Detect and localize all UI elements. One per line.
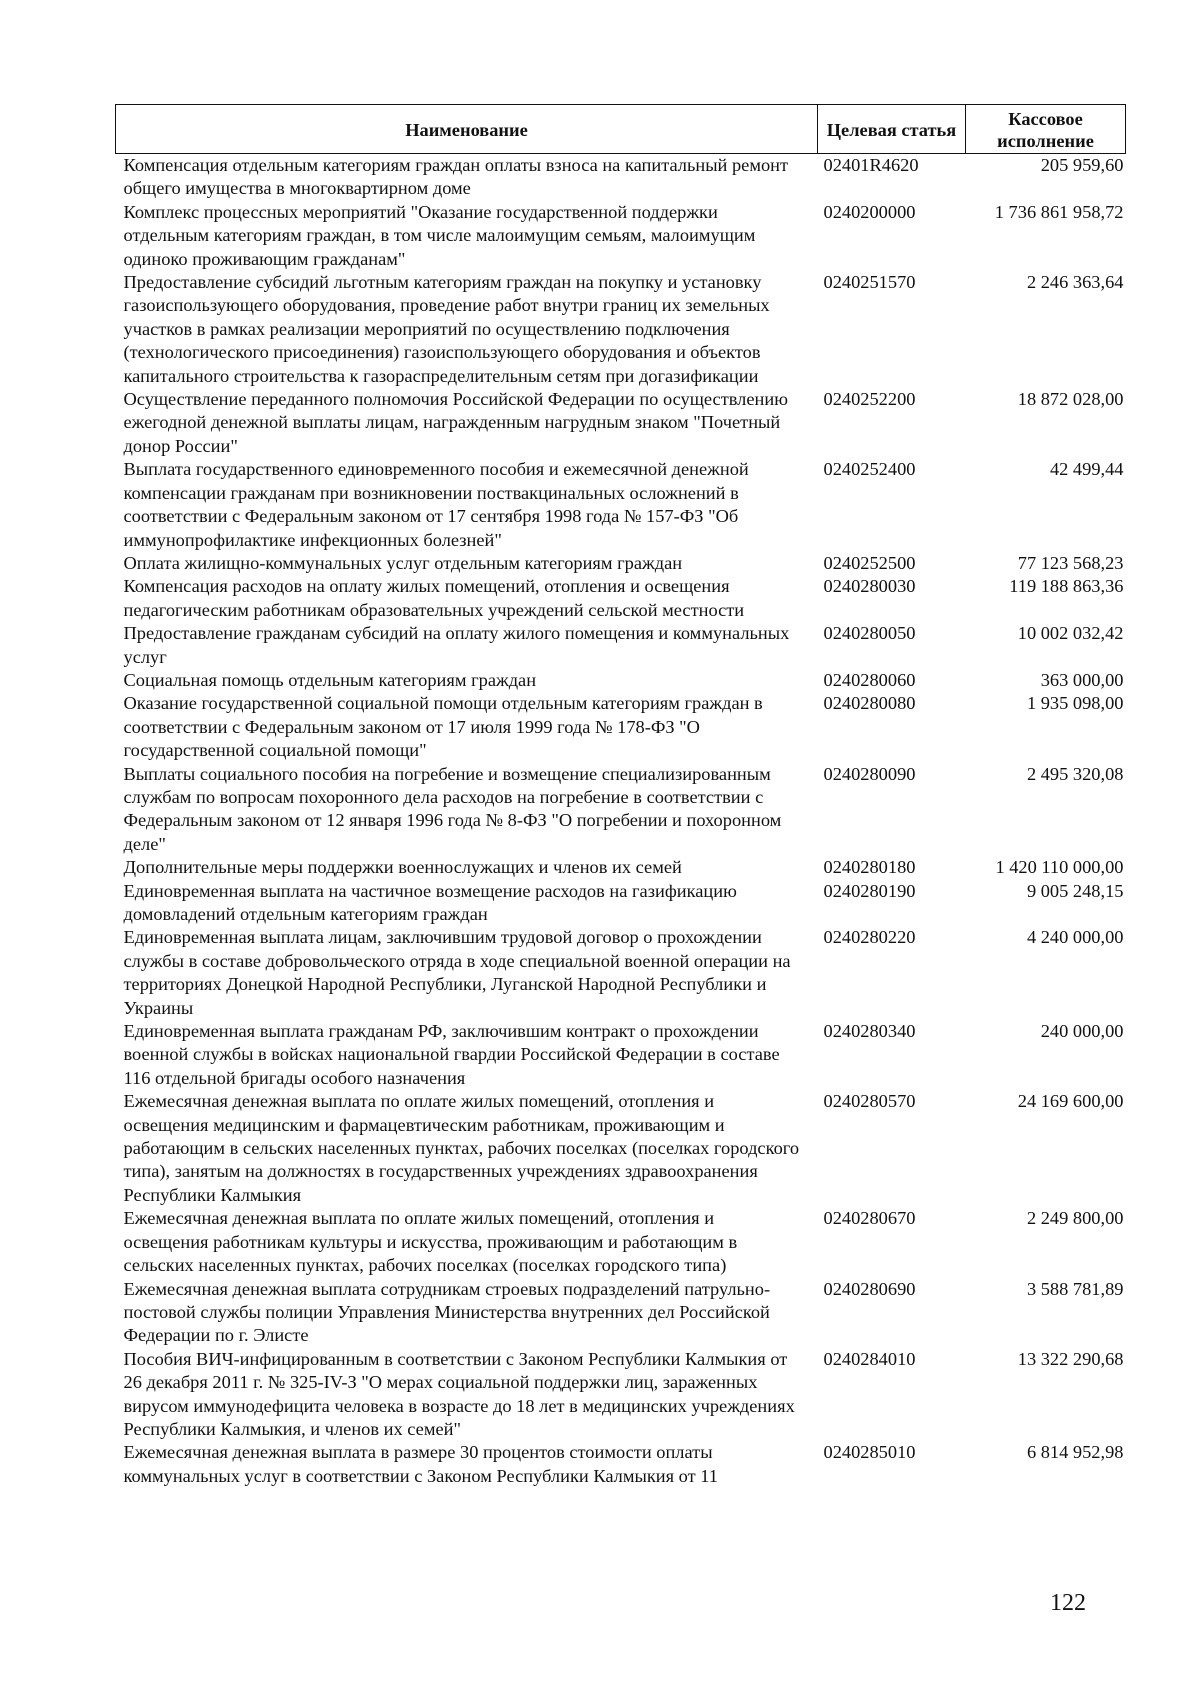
row-name: Оплата жилищно-коммунальных услуг отдельным категориям граждан <box>123 552 683 573</box>
row-name: Выплата государственного единовременного пособия и ежемесячной денежной компенсации гражданам при возникновении поствакцинальных осложнений в соответствии с Федеральным законом от 17 сентября 1998 года № 157-ФЗ "Об иммунопрофилактике инфекционных болезней" <box>123 459 749 550</box>
row-name: Единовременная выплата гражданам РФ, заключившим контракт о прохождении военной службы в войсках национальной гвардии Российской Федерации в составе 116 отдельной бригады особого назначения <box>123 1021 780 1088</box>
table-row <box>116 926 1126 1020</box>
table-row <box>116 856 1126 879</box>
table-row <box>116 669 1126 692</box>
row-name: Компенсация отдельным категориям граждан оплаты взноса на капитальный ремонт общего имущества в многоквартирном доме <box>123 155 789 199</box>
row-amount: 24 169 600,00 <box>1017 1091 1124 1112</box>
row-name: Единовременная выплата лицам, заключившим трудовой договор о прохождении службы в составе добровольческого отряда в ходе специальной военной операции на территориях Донецкой Народной Республики, Луганской Народной Республики и Украины <box>123 927 791 1018</box>
row-code: 0240252500 <box>823 552 916 573</box>
row-amount: 10 002 032,42 <box>1017 623 1124 644</box>
row-name: Оказание государственной социальной помощи отдельным категориям граждан в соответствии с Федеральным законом от 17 июля 1999 года № 178-ФЗ "О государственной социальной помощи" <box>123 693 763 761</box>
header-code: Целевая статья <box>818 105 966 154</box>
row-code: 02401R4620 <box>823 155 919 175</box>
row-amount: 119 188 863,36 <box>1009 576 1124 597</box>
row-name: Единовременная выплата на частичное возмещение расходов на газификацию домовладений отдельным категориям граждан <box>123 880 737 924</box>
row-name: Осуществление переданного полномочия Российской Федерации по осуществлению ежегодной денежной выплаты лицам, награжденным нагрудным знаком "Почетный донор России" <box>123 389 788 456</box>
row-name: Комплекс процессных мероприятий "Оказание государственной поддержки отдельным категориям граждан, в том числе малоимущим семьям, малоимущим одиноко проживающим гражданам" <box>123 201 756 269</box>
row-name: Ежемесячная денежная выплата в размере 30 процентов стоимости оплаты коммунальных услуг в соответствии с Законом Республики Калмыкия от 11 <box>123 1442 718 1486</box>
table-row <box>116 271 1126 388</box>
row-amount: 77 123 568,23 <box>1017 552 1124 573</box>
row-code: 0240280090 <box>823 763 916 784</box>
row-amount: 42 499,44 <box>1049 459 1124 480</box>
header-name: Наименование <box>116 105 818 154</box>
table-row <box>116 154 1126 201</box>
table-row <box>116 552 1126 575</box>
row-amount: 3 588 781,89 <box>1026 1278 1124 1299</box>
row-code: 0240280030 <box>823 576 916 597</box>
budget-table <box>115 104 1126 1488</box>
row-amount: 2 249 800,00 <box>1026 1208 1124 1229</box>
row-code: 0240280190 <box>823 880 916 901</box>
row-name: Ежемесячная денежная выплата по оплате жилых помещений, отопления и освещения медицинским и фармацевтическим работникам, проживающим и работающим в сельских населенных пунктах, рабочих поселках (поселках городского типа), занятым на должностях в государственных учреждениях здравоохранения Республики Калмыкия <box>123 1091 800 1205</box>
table-row <box>116 622 1126 669</box>
row-name: Ежемесячная денежная выплата по оплате жилых помещений, отопления и освещения работникам культуры и искусства, проживающим и работающим в сельских населенных пунктах, рабочих поселках (поселках городского типа) <box>123 1208 738 1276</box>
row-name: Предоставление субсидий льготным категориям граждан на покупку и установку газоиспользующего оборудования, проведение работ внутри границ их земельных участков в рамках реализации мероприятий по осуществлению подключения (технологического присоединения) газоиспользующего оборудования и объектов капитального строительства к газораспределительным сетям при догазификации <box>123 272 770 386</box>
table-row <box>116 201 1126 271</box>
row-code: 0240252400 <box>823 459 916 480</box>
row-code: 0240252200 <box>823 389 916 410</box>
row-name: Предоставление гражданам субсидий на оплату жилого помещения и коммунальных услуг <box>123 623 790 667</box>
row-code: 0240280180 <box>823 857 916 878</box>
table-row <box>116 1207 1126 1277</box>
page-number: 122 <box>1050 1590 1086 1616</box>
row-amount: 13 322 290,68 <box>1017 1348 1124 1369</box>
row-code: 0240284010 <box>823 1348 916 1369</box>
table-row <box>116 1441 1126 1488</box>
row-name: Ежемесячная денежная выплата сотрудникам строевых подразделений патрульно-постовой службы полиции Управления Министерства внутренних дел Российской Федерации по г. Элисте <box>123 1278 771 1346</box>
row-amount: 4 240 000,00 <box>1026 927 1124 948</box>
row-code: 0240280570 <box>823 1091 916 1112</box>
table-row <box>116 1090 1126 1207</box>
row-code: 0240280670 <box>823 1208 916 1229</box>
table-row <box>116 575 1126 622</box>
row-amount: 9 005 248,15 <box>1026 880 1124 901</box>
row-code: 0240200000 <box>823 201 916 222</box>
row-name: Выплаты социального пособия на погребение и возмещение специализированным службам по вопросам похоронного дела расходов на погребение в соответствии с Федеральным законом от 12 января 1996 года № 8-ФЗ "О погребении и похоронном деле" <box>123 763 782 854</box>
row-amount: 1 420 110 000,00 <box>995 857 1124 878</box>
table-row <box>116 1020 1126 1090</box>
row-amount: 2 495 320,08 <box>1026 763 1124 784</box>
row-amount: 363 000,00 <box>1040 669 1124 690</box>
row-name: Компенсация расходов на оплату жилых помещений, отопления и освещения педагогическим работникам образовательных учреждений сельской местности <box>123 576 745 620</box>
row-code: 0240285010 <box>823 1442 916 1463</box>
row-amount: 1 736 861 958,72 <box>994 201 1124 222</box>
row-name: Дополнительные меры поддержки военнослужащих и членов их семей <box>123 857 682 878</box>
table-row <box>116 388 1126 458</box>
table-row <box>116 1348 1126 1442</box>
table-row <box>116 763 1126 857</box>
row-name: Пособия ВИЧ-инфицированным в соответствии с Законом Республики Калмыкия от 26 декабря 2011 г. № 325-IV-З "О мерах социальной поддержки лиц, зараженных вирусом иммунодефицита человека в возрасте до 18 лет в медицинских учреждениях Республики Калмыкия, и членов их семей" <box>123 1348 795 1439</box>
row-code: 0240280690 <box>823 1278 916 1299</box>
table-header <box>116 105 1126 154</box>
row-code: 0240280060 <box>823 669 916 690</box>
row-amount: 2 246 363,64 <box>1026 272 1124 293</box>
row-amount: 1 935 098,00 <box>1026 693 1124 714</box>
table-row <box>116 458 1126 552</box>
row-code: 0240280050 <box>823 623 916 644</box>
row-code: 0240280340 <box>823 1021 916 1042</box>
header-amount: Кассовое исполнение <box>966 105 1126 154</box>
row-code: 0240251570 <box>823 272 916 293</box>
row-name: Социальная помощь отдельным категориям граждан <box>123 669 537 690</box>
row-code: 0240280220 <box>823 927 916 948</box>
row-amount: 205 959,60 <box>1040 155 1124 175</box>
row-amount: 6 814 952,98 <box>1026 1442 1124 1463</box>
table-row <box>116 692 1126 762</box>
table-body <box>116 154 1126 1489</box>
table-row <box>116 880 1126 927</box>
row-amount: 18 872 028,00 <box>1017 389 1124 410</box>
row-code: 0240280080 <box>823 693 916 714</box>
row-amount: 240 000,00 <box>1040 1021 1124 1042</box>
table-row <box>116 1278 1126 1348</box>
